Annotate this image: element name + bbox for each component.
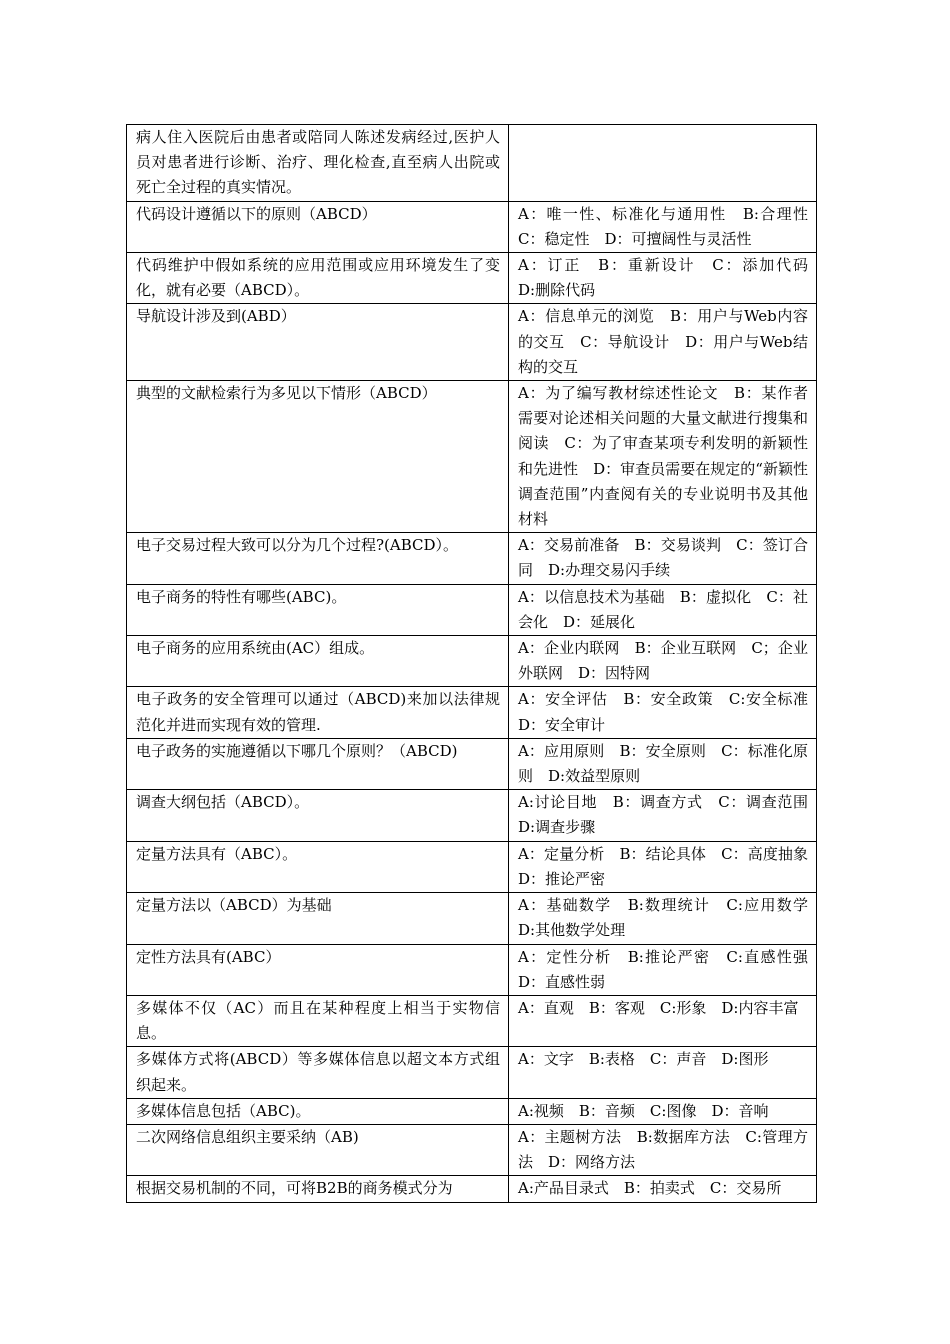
answer-cell: A：信息单元的浏览 B：用户与Web内容的交互 C：导航设计 D：用户与Web结构的交互 (509, 304, 817, 381)
answer-cell: A：以信息技术为基础 B：虚拟化 C：社会化 D：延展化 (509, 584, 817, 635)
question-cell: 电子商务的特性有哪些(ABC)。 (127, 584, 509, 635)
table-row (127, 841, 817, 892)
answer-cell: A：基础数学 B:数理统计 C:应用数学 D:其他数学处理 (509, 893, 817, 944)
table-row (127, 584, 817, 635)
table-row (127, 893, 817, 944)
table-row (127, 1098, 817, 1124)
question-cell: 电子政务的安全管理可以通过（ABCD)来加以法律规范化并进而实现有效的管理. (127, 687, 509, 738)
question-cell: 电子商务的应用系统由(AC）组成。 (127, 636, 509, 687)
answer-cell: A：订正 B：重新设计 C：添加代码 D:删除代码 (509, 253, 817, 304)
answer-cell: A：交易前准备 B：交易谈判 C：签订合同 D:办理交易闪手续 (509, 533, 817, 584)
question-cell: 病人住入医院后由患者或陪同人陈述发病经过,医护人员对患者进行诊断、治疗、理化检查,直至病人出院或死亡全过程的真实情况。 (127, 125, 509, 202)
answer-cell: A：直观 B：客观 C:形象 D:内容丰富 (509, 995, 817, 1046)
table-row (127, 533, 817, 584)
question-cell: 多媒体不仅（AC）而且在某种程度上相当于实物信息。 (127, 995, 509, 1046)
question-cell: 典型的文献检索行为多见以下情形（ABCD） (127, 381, 509, 533)
table-row (127, 1047, 817, 1098)
table-row (127, 304, 817, 381)
question-cell: 代码维护中假如系统的应用范围或应用环境发生了变化，就有必要（ABCD）。 (127, 253, 509, 304)
answer-cell: A：应用原则 B：安全原则 C：标准化原则 D:效益型原则 (509, 738, 817, 789)
answer-cell: A：定性分析 B:推论严密 C:直感性强 D：直感性弱 (509, 944, 817, 995)
question-cell: 根据交易机制的不同，可将B2B的商务模式分为 (127, 1176, 509, 1202)
answer-cell: A：文字 B:表格 C：声音 D:图形 (509, 1047, 817, 1098)
table-row (127, 944, 817, 995)
table-row (127, 381, 817, 533)
table-row (127, 253, 817, 304)
answer-cell: A：唯一性、标准化与通用性 B:合理性 C：稳定性 D：可擅阔性与灵活性 (509, 201, 817, 252)
table-row (127, 687, 817, 738)
question-cell: 定量方法以（ABCD）为基础 (127, 893, 509, 944)
answer-cell (509, 125, 817, 202)
question-cell: 电子政务的实施遵循以下哪几个原则？（ABCD) (127, 738, 509, 789)
table-row (127, 1124, 817, 1175)
question-cell: 定性方法具有(ABC） (127, 944, 509, 995)
answer-cell: A：企业内联网 B：企业互联网 C；企业外联网 D：因特网 (509, 636, 817, 687)
question-cell: 定量方法具有（ABC）。 (127, 841, 509, 892)
answer-cell: A:讨论目地 B：调查方式 C：调查范围 D:调查步骤 (509, 790, 817, 841)
table-row (127, 636, 817, 687)
answer-cell: A:产品目录式 B：拍卖式 C：交易所 (509, 1176, 817, 1202)
table-body (127, 125, 824, 1203)
answer-cell: A:视频 B：音频 C:图像 D：音响 (509, 1098, 817, 1124)
question-cell: 多媒体信息包括（ABC)。 (127, 1098, 509, 1124)
question-cell: 多媒体方式将(ABCD）等多媒体信息以超文本方式组织起来。 (127, 1047, 509, 1098)
question-cell: 代码设计遵循以下的原则（ABCD） (127, 201, 509, 252)
question-cell: 导航设计涉及到(ABD） (127, 304, 509, 381)
table-row (127, 738, 817, 789)
table-row (127, 995, 817, 1046)
answer-cell: A：主题树方法 B:数据库方法 C:管理方法 D：网络方法 (509, 1124, 817, 1175)
question-answer-table (126, 124, 824, 1203)
table-row (127, 201, 817, 252)
question-cell: 电子交易过程大致可以分为几个过程?(ABCD）。 (127, 533, 509, 584)
question-cell: 调查大纲包括（ABCD）。 (127, 790, 509, 841)
answer-cell: A：为了编写教材综述性论文 B：某作者需要对论述相关问题的大量文献进行搜集和阅读 C：为了审查某项专利发明的新颖性和先进性 D：审查员需要在规定的“新颖性调查范围”内查阅有关的专业说明书及其他材料 (509, 381, 817, 533)
table-row (127, 790, 817, 841)
answer-cell: A：安全评估 B：安全政策 C:安全标准 D：安全审计 (509, 687, 817, 738)
question-cell: 二次网络信息组织主要采纳（AB) (127, 1124, 509, 1175)
table-row (127, 1176, 817, 1202)
table-row (127, 125, 817, 202)
answer-cell: A：定量分析 B：结论具体 C：高度抽象 D：推论严密 (509, 841, 817, 892)
